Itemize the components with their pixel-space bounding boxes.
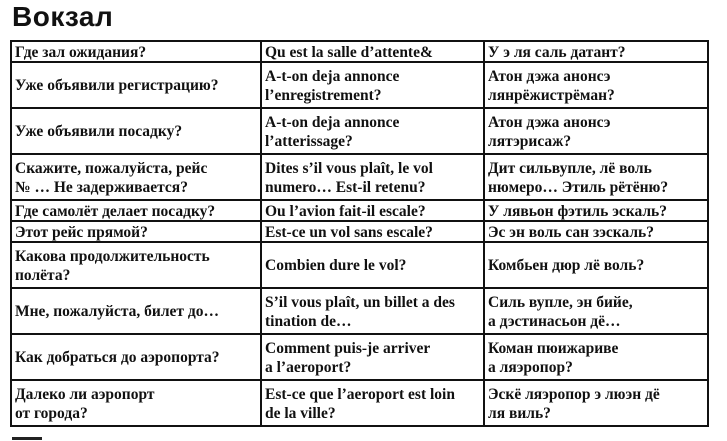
french-cell: Dites s’il vous plaît, le vol numero… Est-il retenu?	[261, 154, 484, 200]
table-row	[11, 221, 708, 242]
transcription-cell: Комбьен дюр лё воль?	[484, 242, 708, 288]
transcription-cell: Эс эн воль сан зэскаль?	[484, 221, 708, 242]
transcription-cell: У э ля саль датант?	[484, 41, 708, 62]
russian-cell: Уже объявили посадку?	[11, 108, 261, 154]
transcription-cell: Силь вупле, эн бийе, а дэстинасьон дё…	[484, 288, 708, 334]
table-row	[11, 242, 708, 288]
french-cell: Combien dure le vol?	[261, 242, 484, 288]
phrase-table	[10, 40, 709, 427]
russian-cell: Мне, пожалуйста, билет до…	[11, 288, 261, 334]
transcription-cell: Эскё ляэропор э люэн дё ля виль?	[484, 380, 708, 426]
russian-cell: Уже объявили регистрацию?	[11, 62, 261, 108]
transcription-cell: Коман пюижариве а ляэропор?	[484, 334, 708, 380]
table-row	[11, 108, 708, 154]
russian-cell: Этот рейс прямой?	[11, 221, 261, 242]
table-row	[11, 334, 708, 380]
russian-cell: Где зал ожидания?	[11, 41, 261, 62]
french-cell: Ou l’avion fait-il escale?	[261, 200, 484, 221]
page-title: Вокзал	[12, 1, 114, 32]
french-cell: Comment puis-je arriver a l’aeroport?	[261, 334, 484, 380]
french-cell: A-t-on deja annonce l’atterissage?	[261, 108, 484, 154]
table-row	[11, 154, 708, 200]
transcription-cell: Дит сильвупле, лё воль нюмеро… Этиль рётёню?	[484, 154, 708, 200]
table-row	[11, 200, 708, 221]
table-row	[11, 41, 708, 62]
transcription-cell: Атон дэжа анонсэ лянрёжистрёман?	[484, 62, 708, 108]
transcription-cell: Атон дэжа анонсэ лятэрисаж?	[484, 108, 708, 154]
french-cell: Est-ce un vol sans escale?	[261, 221, 484, 242]
french-cell: Qu est la salle d’attente&	[261, 41, 484, 62]
french-cell: A-t-on deja annonce l’enregistrement?	[261, 62, 484, 108]
table-row	[11, 380, 708, 426]
russian-cell: Где самолёт делает посадку?	[11, 200, 261, 221]
russian-cell: Какова продолжительность полёта?	[11, 242, 261, 288]
french-cell: S’il vous plaît, un billet a des tination de…	[261, 288, 484, 334]
table-row	[11, 62, 708, 108]
cropped-next-heading	[12, 434, 72, 441]
table-row	[11, 288, 708, 334]
russian-cell: Как добраться до аэропорта?	[11, 334, 261, 380]
transcription-cell: У лявьон фэтиль эскаль?	[484, 200, 708, 221]
russian-cell: Далеко ли аэропорт от города?	[11, 380, 261, 426]
french-cell: Est-ce que l’aeroport est loin de la ville?	[261, 380, 484, 426]
russian-cell: Скажите, пожалуйста, рейс № … Не задерживается?	[11, 154, 261, 200]
